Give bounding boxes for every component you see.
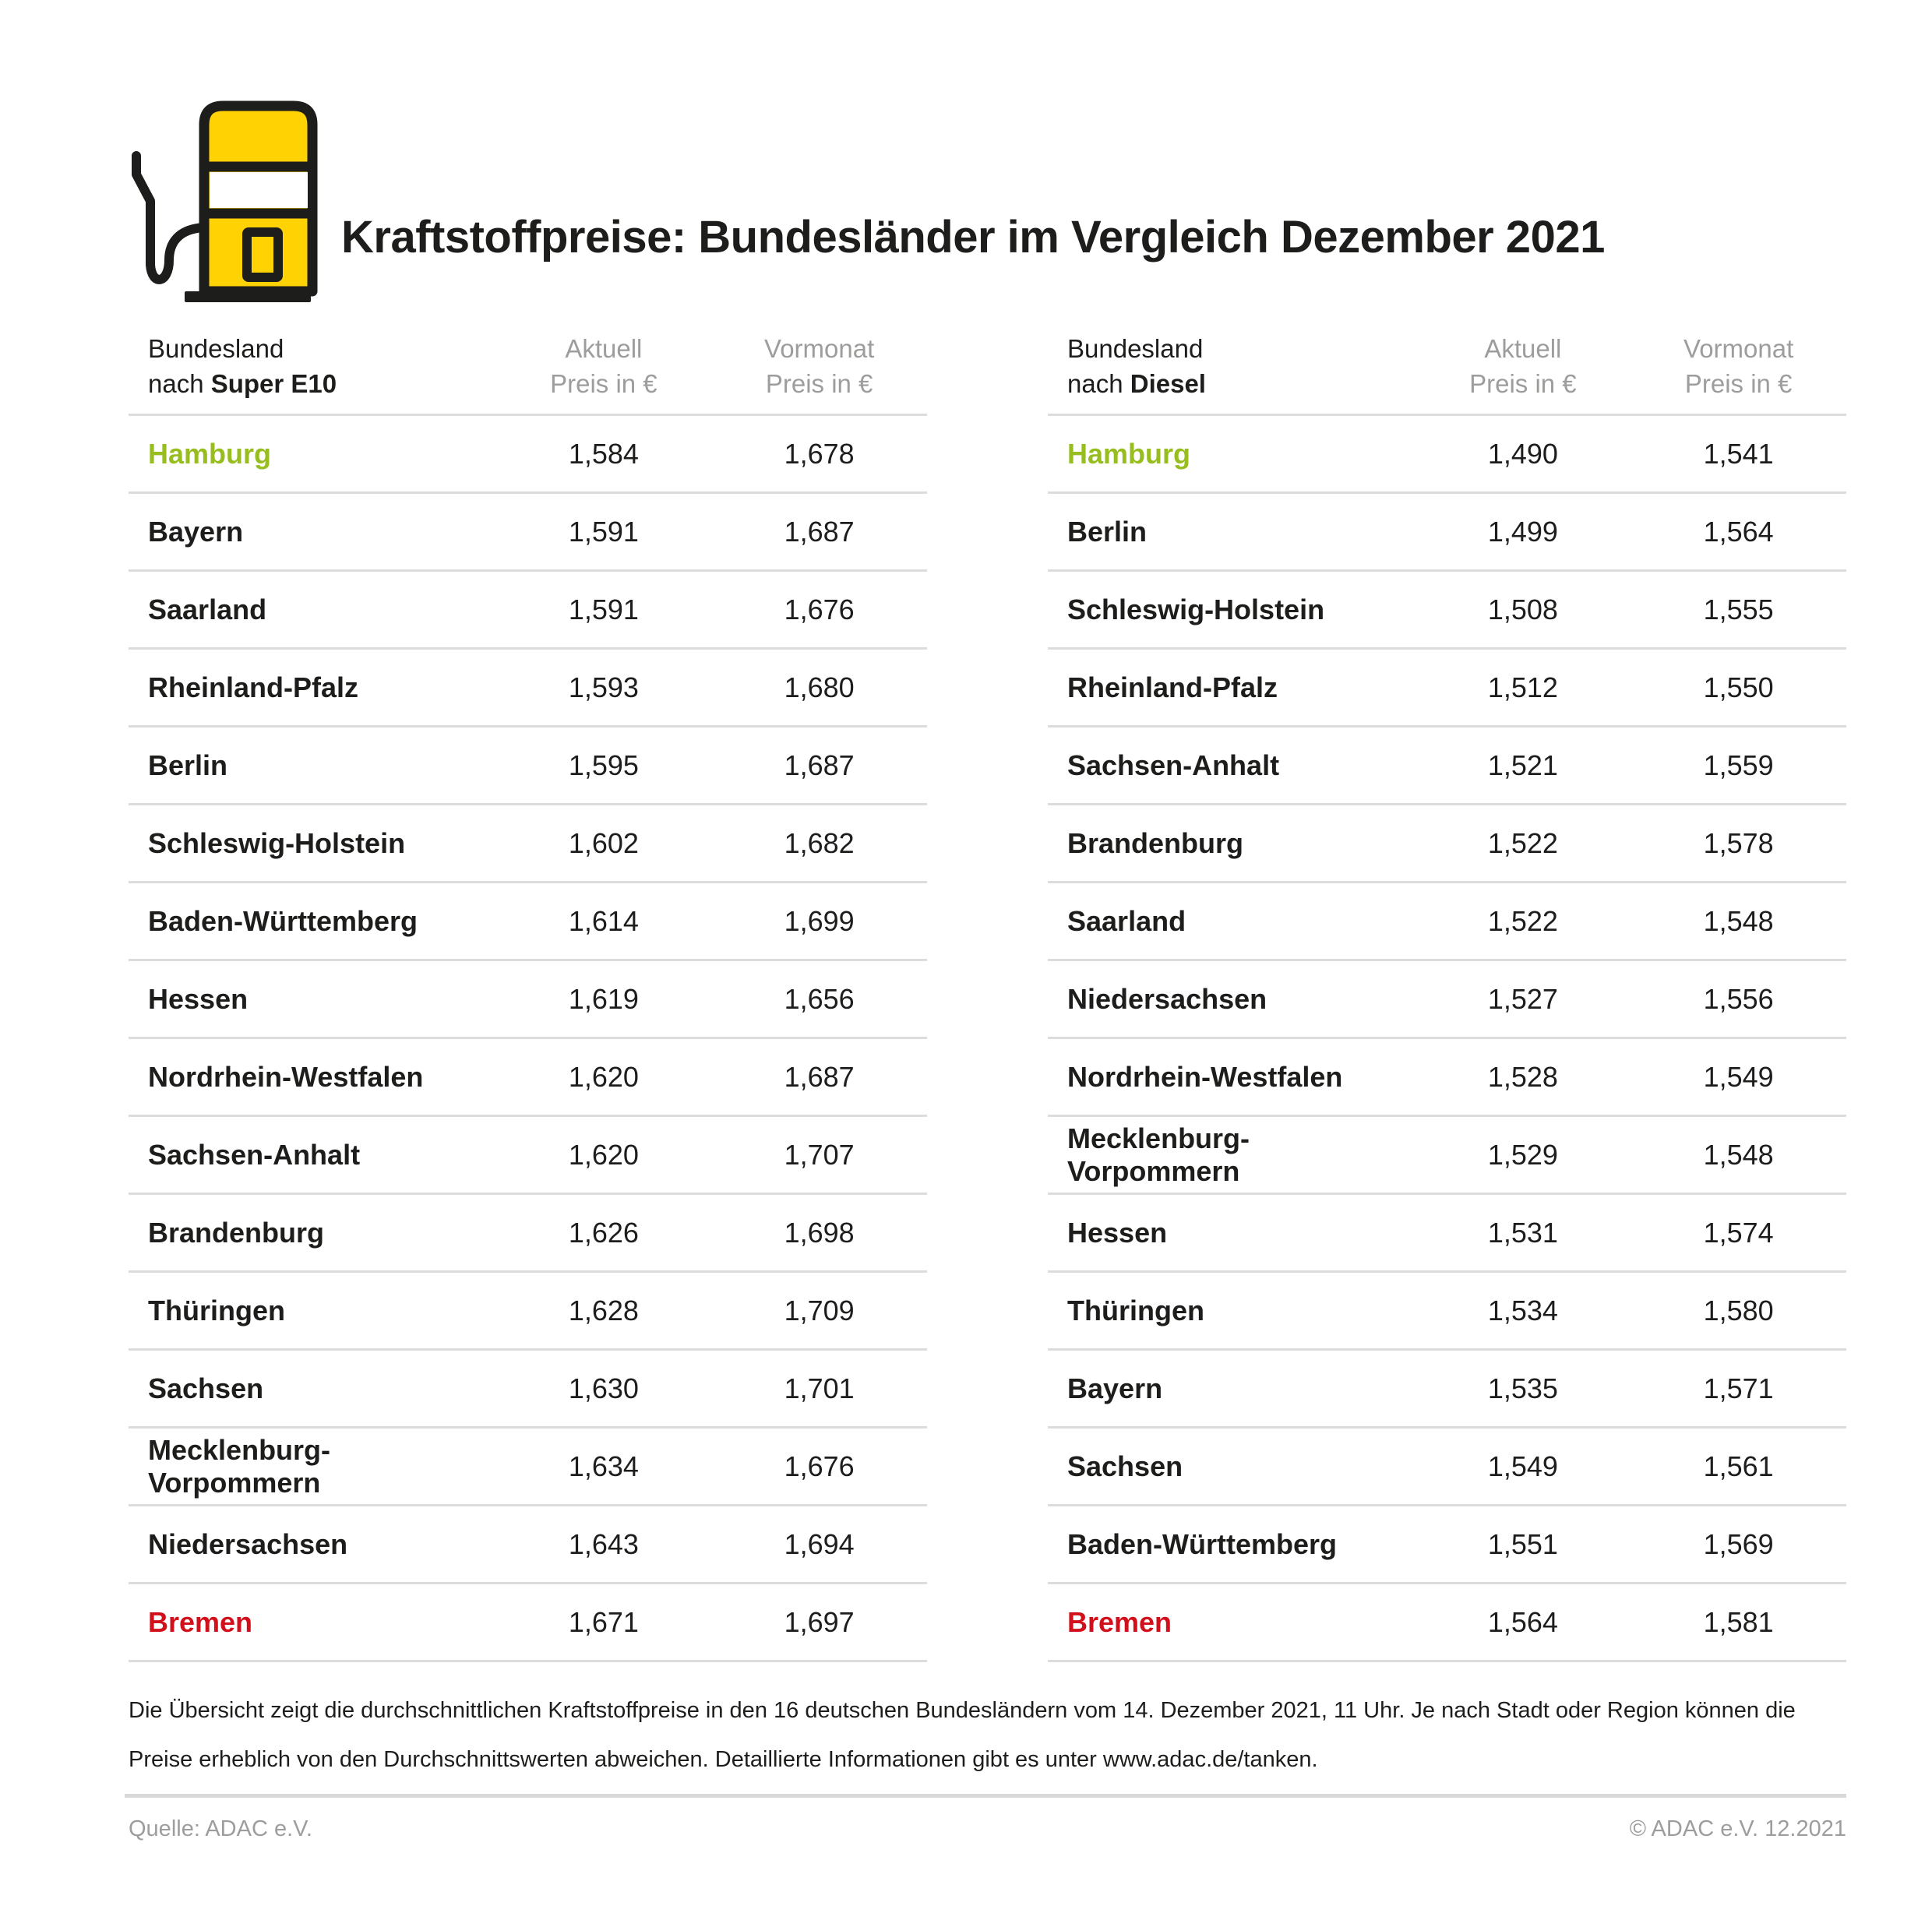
table-row <box>1048 1273 1846 1351</box>
price-vormonat: 1,694 <box>784 1527 855 1560</box>
source-label: Quelle: ADAC e.V. <box>129 1816 312 1841</box>
price-vormonat: 1,701 <box>784 1372 855 1404</box>
page-footer <box>129 1816 1846 1842</box>
price-aktuell: 1,630 <box>568 1372 639 1404</box>
price-vormonat: 1,676 <box>784 593 855 625</box>
state-name: Saarland <box>148 593 267 625</box>
price-aktuell: 1,535 <box>1487 1372 1558 1404</box>
price-aktuell: 1,549 <box>1487 1450 1558 1482</box>
price-vormonat: 1,578 <box>1703 826 1774 859</box>
masthead <box>129 92 1605 304</box>
table-row <box>1048 1506 1846 1584</box>
table-row <box>129 494 927 572</box>
column-header-vormonat: Vormonat Preis in € <box>1683 334 1794 398</box>
column-header-aktuell: Aktuell Preis in € <box>1469 334 1577 398</box>
state-name: Hessen <box>148 982 249 1015</box>
state-name: Saarland <box>1067 904 1186 937</box>
price-aktuell: 1,593 <box>568 671 639 703</box>
price-vormonat: 1,687 <box>784 1060 855 1093</box>
price-vormonat: 1,550 <box>1703 671 1774 703</box>
price-vormonat: 1,555 <box>1703 593 1774 625</box>
price-vormonat: 1,548 <box>1703 904 1774 937</box>
column-header-bundesland <box>1048 331 1416 401</box>
table-row <box>129 727 927 805</box>
price-aktuell: 1,508 <box>1487 593 1558 625</box>
table-row <box>1048 1584 1846 1662</box>
price-vormonat: 1,680 <box>784 671 855 703</box>
copyright-label: © ADAC e.V. 12.2021 <box>1629 1816 1846 1841</box>
state-name: Schleswig-Holstein <box>148 826 406 859</box>
price-aktuell: 1,643 <box>568 1527 639 1560</box>
state-name: Hamburg <box>148 437 272 470</box>
price-vormonat: 1,581 <box>1703 1605 1774 1638</box>
table-row <box>129 1429 927 1506</box>
price-tables <box>129 331 1846 1662</box>
state-name: Thüringen <box>1067 1294 1204 1326</box>
price-aktuell: 1,499 <box>1487 515 1558 548</box>
price-aktuell: 1,591 <box>568 515 639 548</box>
price-aktuell: 1,628 <box>568 1294 639 1326</box>
price-aktuell: 1,522 <box>1487 904 1558 937</box>
state-name: Brandenburg <box>148 1216 325 1249</box>
table-row <box>1048 494 1846 572</box>
state-name: Hamburg <box>1067 437 1191 470</box>
state-name: Rheinland-Pfalz <box>148 671 359 703</box>
page-title: Kraftstoffpreise: Bundesländer im Vergleich Dezember 2021 <box>341 212 1605 262</box>
price-aktuell: 1,634 <box>568 1450 639 1482</box>
table-row <box>1048 883 1846 961</box>
table-row <box>129 961 927 1039</box>
price-aktuell: 1,564 <box>1487 1605 1558 1638</box>
table-row <box>1048 961 1846 1039</box>
state-name: Sachsen <box>1067 1450 1183 1482</box>
price-vormonat: 1,687 <box>784 749 855 781</box>
price-aktuell: 1,512 <box>1487 671 1558 703</box>
table-body <box>129 414 927 1662</box>
table-row <box>129 650 927 727</box>
state-name: Baden-Württemberg <box>148 904 418 937</box>
header-line1: Bundesland <box>148 334 284 363</box>
table-row <box>1048 1039 1846 1117</box>
state-name: Mecklenburg-Vorpommern <box>1067 1122 1250 1187</box>
price-vormonat: 1,687 <box>784 515 855 548</box>
price-aktuell: 1,614 <box>568 904 639 937</box>
column-header-aktuell: Aktuell Preis in € <box>550 334 658 398</box>
state-name: Rheinland-Pfalz <box>1067 671 1278 703</box>
state-name: Thüringen <box>148 1294 285 1326</box>
price-vormonat: 1,697 <box>784 1605 855 1638</box>
table-row <box>129 416 927 494</box>
state-name: Sachsen-Anhalt <box>1067 749 1280 781</box>
header-prefix: nach <box>148 369 211 398</box>
table-row <box>129 883 927 961</box>
price-aktuell: 1,521 <box>1487 749 1558 781</box>
table-header <box>1048 331 1846 414</box>
price-vormonat: 1,571 <box>1703 1372 1774 1404</box>
price-aktuell: 1,531 <box>1487 1216 1558 1249</box>
price-vormonat: 1,548 <box>1703 1138 1774 1171</box>
table-row <box>1048 727 1846 805</box>
table-row <box>1048 1117 1846 1195</box>
footnote-line1: Die Übersicht zeigt die durchschnittlichen Kraftstoffpreise in den 16 deutschen Bundesländern vom 14. Dezember 2021, 11 Uhr. Je nach Stadt oder Region können die <box>129 1698 1796 1723</box>
state-name: Berlin <box>148 749 228 781</box>
table-row <box>1048 805 1846 883</box>
fuel-pump-icon <box>129 92 319 304</box>
state-name: Sachsen <box>148 1372 264 1404</box>
state-name: Sachsen-Anhalt <box>148 1138 361 1171</box>
price-vormonat: 1,569 <box>1703 1527 1774 1560</box>
price-aktuell: 1,522 <box>1487 826 1558 859</box>
price-vormonat: 1,707 <box>784 1138 855 1171</box>
table-row <box>1048 416 1846 494</box>
state-name: Schleswig-Holstein <box>1067 593 1325 625</box>
table-row <box>129 1039 927 1117</box>
fuel-type-label: Diesel <box>1130 369 1206 398</box>
table-row <box>1048 1351 1846 1429</box>
price-aktuell: 1,591 <box>568 593 639 625</box>
table-row <box>1048 650 1846 727</box>
price-vormonat: 1,564 <box>1703 515 1774 548</box>
price-aktuell: 1,595 <box>568 749 639 781</box>
footnote <box>129 1686 1850 1784</box>
table-row <box>129 1273 927 1351</box>
price-vormonat: 1,556 <box>1703 982 1774 1015</box>
price-vormonat: 1,541 <box>1703 437 1774 470</box>
table-body <box>1048 414 1846 1662</box>
state-name: Baden-Württemberg <box>1067 1527 1338 1560</box>
table-row <box>129 805 927 883</box>
price-aktuell: 1,626 <box>568 1216 639 1249</box>
price-aktuell: 1,528 <box>1487 1060 1558 1093</box>
column-header-bundesland <box>129 331 496 401</box>
price-vormonat: 1,656 <box>784 982 855 1015</box>
footer-divider <box>125 1794 1846 1798</box>
price-vormonat: 1,678 <box>784 437 855 470</box>
table-row <box>129 1351 927 1429</box>
price-vormonat: 1,676 <box>784 1450 855 1482</box>
price-vormonat: 1,682 <box>784 826 855 859</box>
price-aktuell: 1,671 <box>568 1605 639 1638</box>
price-aktuell: 1,534 <box>1487 1294 1558 1326</box>
state-name: Brandenburg <box>1067 826 1244 859</box>
price-aktuell: 1,620 <box>568 1060 639 1093</box>
price-vormonat: 1,574 <box>1703 1216 1774 1249</box>
table-row <box>1048 572 1846 650</box>
price-vormonat: 1,561 <box>1703 1450 1774 1482</box>
table-diesel <box>1048 331 1846 1662</box>
table-row <box>129 1117 927 1195</box>
price-aktuell: 1,527 <box>1487 982 1558 1015</box>
table-row <box>1048 1195 1846 1273</box>
fuel-type-label: Super E10 <box>210 369 337 398</box>
table-row <box>129 1584 927 1662</box>
state-name: Mecklenburg-Vorpommern <box>148 1433 331 1499</box>
price-aktuell: 1,551 <box>1487 1527 1558 1560</box>
table-row <box>129 572 927 650</box>
table-super-e10 <box>129 331 927 1662</box>
state-name: Bayern <box>1067 1372 1163 1404</box>
price-vormonat: 1,549 <box>1703 1060 1774 1093</box>
price-vormonat: 1,698 <box>784 1216 855 1249</box>
price-aktuell: 1,490 <box>1487 437 1558 470</box>
table-row <box>129 1506 927 1584</box>
price-vormonat: 1,580 <box>1703 1294 1774 1326</box>
state-name: Bremen <box>148 1605 253 1638</box>
price-aktuell: 1,529 <box>1487 1138 1558 1171</box>
price-aktuell: 1,584 <box>568 437 639 470</box>
state-name: Bremen <box>1067 1605 1172 1638</box>
price-vormonat: 1,709 <box>784 1294 855 1326</box>
column-header-vormonat: Vormonat Preis in € <box>764 334 875 398</box>
price-aktuell: 1,602 <box>568 826 639 859</box>
state-name: Niedersachsen <box>1067 982 1267 1015</box>
footnote-line2: Preise erheblich von den Durchschnittswerten abweichen. Detaillierte Informationen gibt es unter www.adac.de/tanken. <box>129 1747 1318 1772</box>
price-vormonat: 1,699 <box>784 904 855 937</box>
state-name: Niedersachsen <box>148 1527 348 1560</box>
price-aktuell: 1,619 <box>568 982 639 1015</box>
price-vormonat: 1,559 <box>1703 749 1774 781</box>
state-name: Hessen <box>1067 1216 1168 1249</box>
header-prefix: nach <box>1067 369 1130 398</box>
table-row <box>1048 1429 1846 1506</box>
header-line1: Bundesland <box>1067 334 1204 363</box>
state-name: Berlin <box>1067 515 1148 548</box>
table-header <box>129 331 927 414</box>
state-name: Nordrhein-Westfalen <box>148 1060 424 1093</box>
price-aktuell: 1,620 <box>568 1138 639 1171</box>
state-name: Bayern <box>148 515 244 548</box>
table-row <box>129 1195 927 1273</box>
state-name: Nordrhein-Westfalen <box>1067 1060 1343 1093</box>
